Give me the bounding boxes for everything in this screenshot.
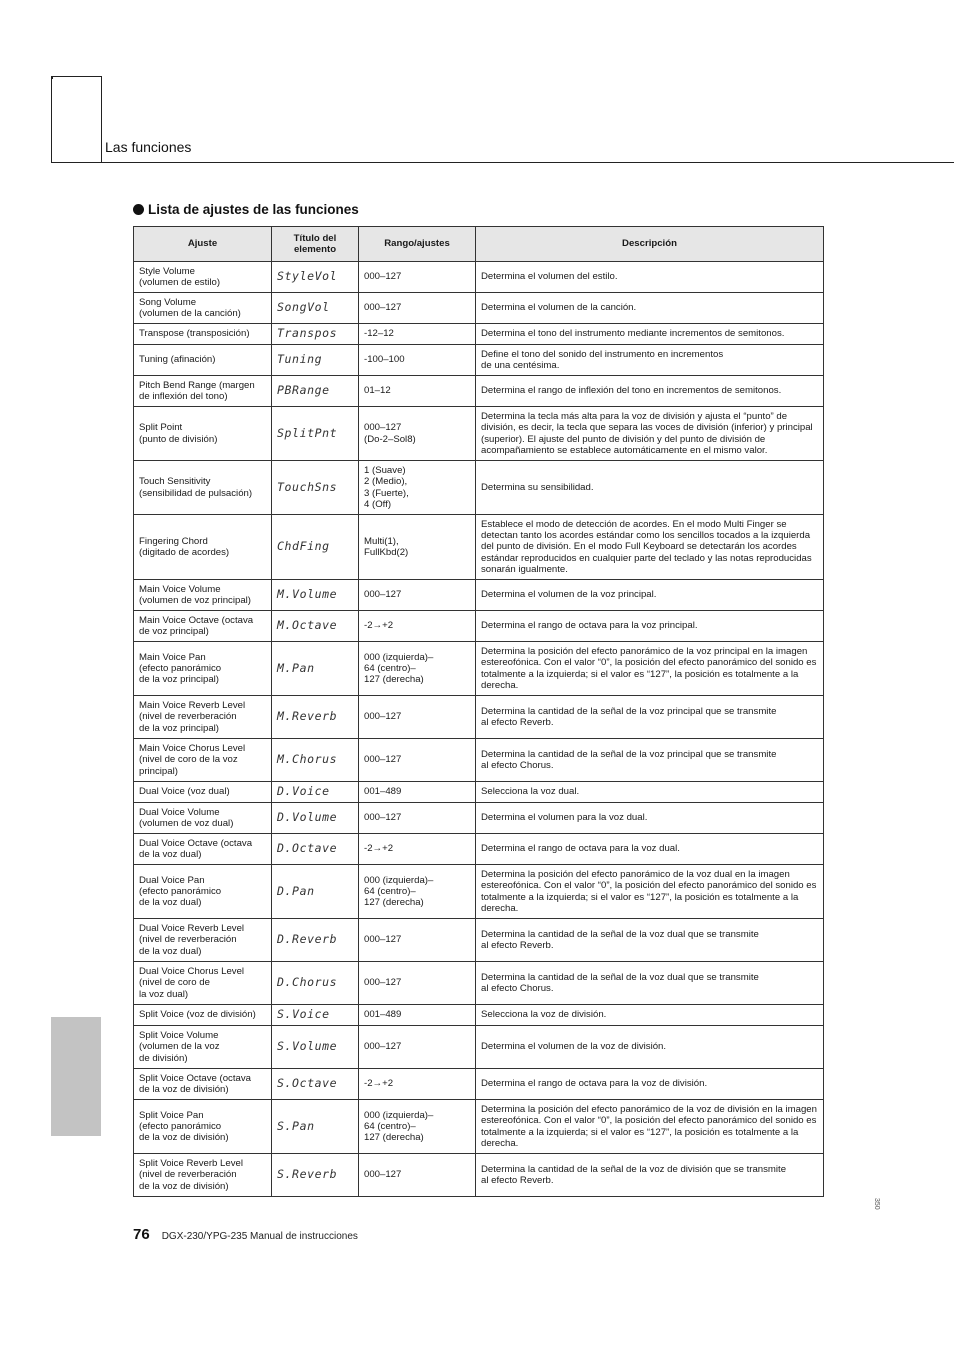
cell-ajuste: Main Voice Octave (octava de voz principal) (134, 611, 272, 642)
column-header-rango: Rango/ajustes (359, 227, 476, 262)
cell-display-title: M.Chorus (272, 739, 359, 782)
table-row (134, 803, 824, 834)
cell-display-title: M.Octave (272, 611, 359, 642)
cell-ajuste: Split Voice (voz de división) (134, 1005, 272, 1026)
cell-rango: 000–127 (Do-2–Sol8) (359, 407, 476, 461)
cell-display-title: D.Volume (272, 803, 359, 834)
cell-display-title: SongVol (272, 293, 359, 324)
table-row (134, 1026, 824, 1069)
table-row (134, 293, 824, 324)
table-row (134, 611, 824, 642)
header-rule (51, 162, 954, 163)
cell-rango: 001–489 (359, 782, 476, 803)
cell-descripcion: Determina el tono del instrumento mediante incrementos de semitonos. (476, 324, 824, 345)
cell-ajuste: Main Voice Volume (volumen de voz principal) (134, 580, 272, 611)
cell-display-title: TouchSns (272, 461, 359, 515)
cell-rango: 000 (izquierda)– 64 (centro)– 127 (derecha) (359, 1100, 476, 1154)
column-header-ajuste: Ajuste (134, 227, 272, 262)
table-row (134, 324, 824, 345)
cell-display-title: M.Volume (272, 580, 359, 611)
cell-descripcion: Determina el volumen de la canción. (476, 293, 824, 324)
manual-title: DGX-230/YPG-235 Manual de instrucciones (161, 1231, 358, 1242)
table-row (134, 345, 824, 376)
table-row (134, 1154, 824, 1197)
cell-descripcion: Determina el rango de octava para la voz principal. (476, 611, 824, 642)
cell-ajuste: Dual Voice Volume (volumen de voz dual) (134, 803, 272, 834)
cell-ajuste: Dual Voice Chorus Level (nivel de coro de la voz dual) (134, 962, 272, 1005)
table-row (134, 1005, 824, 1026)
cell-rango: 1 (Suave) 2 (Medio), 3 (Fuerte), 4 (Off) (359, 461, 476, 515)
table-body (134, 262, 824, 1197)
page-section-title: Las funciones (105, 139, 192, 155)
cell-ajuste: Split Voice Octave (octava de la voz de división) (134, 1069, 272, 1100)
cell-ajuste: Split Voice Reverb Level (nivel de reverberación de la voz de división) (134, 1154, 272, 1197)
cell-display-title: S.Octave (272, 1069, 359, 1100)
cell-descripcion: Determina la cantidad de la señal de la voz dual que se transmite al efecto Reverb. (476, 919, 824, 962)
cell-descripcion: Determina su sensibilidad. (476, 461, 824, 515)
cell-rango: -12–12 (359, 324, 476, 345)
cell-ajuste: Split Point (punto de división) (134, 407, 272, 461)
chapter-tab-frame (51, 76, 102, 162)
cell-display-title: PBRange (272, 376, 359, 407)
page-number: 76 (133, 1226, 150, 1243)
cell-ajuste: Song Volume (volumen de la canción) (134, 293, 272, 324)
cell-rango: 000–127 (359, 580, 476, 611)
table-row (134, 407, 824, 461)
cell-display-title: M.Reverb (272, 696, 359, 739)
table-row (134, 642, 824, 696)
cell-rango: -2→+2 (359, 834, 476, 865)
functions-table (133, 226, 824, 1197)
cell-display-title: S.Reverb (272, 1154, 359, 1197)
cell-ajuste: Main Voice Reverb Level (nivel de reverberación de la voz principal) (134, 696, 272, 739)
table-row (134, 834, 824, 865)
cell-ajuste: Main Voice Pan (efecto panorámico de la voz principal) (134, 642, 272, 696)
cell-ajuste: Split Voice Pan (efecto panorámico de la voz de división) (134, 1100, 272, 1154)
cell-rango: -100–100 (359, 345, 476, 376)
cell-descripcion: Determina la cantidad de la señal de la voz dual que se transmite al efecto Chorus. (476, 962, 824, 1005)
cell-display-title: ChdFing (272, 515, 359, 580)
cell-ajuste: Transpose (transposición) (134, 324, 272, 345)
cell-descripcion: Determina la posición del efecto panorámico de la voz principal en la imagen estereofónica. Con el valor “0”, la posición del efecto panorámico del sonido es totalmente a la izquierda; si el valor es “127”, la posición es totalmente a la derecha. (476, 642, 824, 696)
cell-rango: 000–127 (359, 696, 476, 739)
cell-descripcion: Determina el rango de inflexión del tono en incrementos de semitonos. (476, 376, 824, 407)
section-heading (133, 202, 359, 217)
column-header-titulo: Título del elemento (272, 227, 359, 262)
cell-ajuste: Dual Voice Pan (efecto panorámico de la voz dual) (134, 865, 272, 919)
cell-descripcion: Determina la cantidad de la señal de la voz de división que se transmite al efecto Reverb. (476, 1154, 824, 1197)
cell-descripcion: Establece el modo de detección de acordes. En el modo Multi Finger se detectan tanto los acordes estándar como los sencillos tocados a la izquierda del punto de división. En el modo Full Keyboard se detectarán los acordes estándar reproducidos en cualquier parte del teclado y las notas reproducidas sonarán igualmente. (476, 515, 824, 580)
cell-descripcion: Determina la cantidad de la señal de la voz principal que se transmite al efecto Reverb. (476, 696, 824, 739)
table-row (134, 962, 824, 1005)
cell-descripcion: Determina el rango de octava para la voz de división. (476, 1069, 824, 1100)
column-header-descripcion: Descripción (476, 227, 824, 262)
cell-display-title: D.Voice (272, 782, 359, 803)
section-heading-text: Lista de ajustes de las funciones (148, 202, 359, 217)
cell-ajuste: Style Volume (volumen de estilo) (134, 262, 272, 293)
table-row (134, 919, 824, 962)
cell-ajuste: Dual Voice (voz dual) (134, 782, 272, 803)
corner-mark (51, 76, 53, 79)
cell-ajuste: Tuning (afinación) (134, 345, 272, 376)
table-row (134, 1069, 824, 1100)
side-index-tab (51, 1017, 101, 1136)
cell-ajuste: Split Voice Volume (volumen de la voz de división) (134, 1026, 272, 1069)
cell-ajuste: Touch Sensitivity (sensibilidad de pulsación) (134, 461, 272, 515)
cell-rango: 000–127 (359, 739, 476, 782)
table-header-row (134, 227, 824, 262)
cell-rango: Multi(1), FullKbd(2) (359, 515, 476, 580)
side-code: 350 (873, 1198, 880, 1210)
cell-display-title: D.Chorus (272, 962, 359, 1005)
cell-ajuste: Main Voice Chorus Level (nivel de coro de la voz principal) (134, 739, 272, 782)
cell-rango: -2→+2 (359, 1069, 476, 1100)
cell-display-title: S.Pan (272, 1100, 359, 1154)
bullet-icon (133, 204, 144, 215)
cell-descripcion: Determina el volumen de la voz principal. (476, 580, 824, 611)
cell-descripcion: Determina la cantidad de la señal de la voz principal que se transmite al efecto Chorus. (476, 739, 824, 782)
cell-display-title: StyleVol (272, 262, 359, 293)
cell-descripcion: Determina el volumen de la voz de división. (476, 1026, 824, 1069)
table-row (134, 376, 824, 407)
cell-ajuste: Fingering Chord (digitado de acordes) (134, 515, 272, 580)
table-row (134, 696, 824, 739)
cell-display-title: S.Volume (272, 1026, 359, 1069)
cell-display-title: Tuning (272, 345, 359, 376)
page-footer (133, 1226, 358, 1243)
cell-rango: 000–127 (359, 803, 476, 834)
table-row (134, 865, 824, 919)
table-row (134, 515, 824, 580)
cell-rango: 000–127 (359, 919, 476, 962)
cell-ajuste: Dual Voice Octave (octava de la voz dual) (134, 834, 272, 865)
cell-display-title: SplitPnt (272, 407, 359, 461)
cell-display-title: Transpos (272, 324, 359, 345)
cell-rango: 000–127 (359, 293, 476, 324)
cell-rango: 01–12 (359, 376, 476, 407)
cell-rango: 000 (izquierda)– 64 (centro)– 127 (derecha) (359, 865, 476, 919)
cell-display-title: D.Octave (272, 834, 359, 865)
cell-descripcion: Selecciona la voz de división. (476, 1005, 824, 1026)
cell-descripcion: Determina la posición del efecto panorámico de la voz dual en la imagen estereofónica. Con el valor “0”, la posición del efecto panorámico del sonido es totalmente a la izquierda; si el valor es “127”, la posición es totalmente a la derecha. (476, 865, 824, 919)
cell-display-title: D.Reverb (272, 919, 359, 962)
cell-rango: 000–127 (359, 1154, 476, 1197)
table-row (134, 580, 824, 611)
table-row (134, 782, 824, 803)
cell-descripcion: Define el tono del sonido del instrumento en incrementos de una centésima. (476, 345, 824, 376)
cell-rango: 000 (izquierda)– 64 (centro)– 127 (derecha) (359, 642, 476, 696)
table-row (134, 739, 824, 782)
table-row (134, 262, 824, 293)
cell-descripcion: Determina la posición del efecto panorámico de la voz de división en la imagen estereofónica. Con el valor “0”, la posición del efecto panorámico del sonido es totalmente a la izquierda; si el valor es “127”, la posición es totalmente a la derecha. (476, 1100, 824, 1154)
cell-rango: 000–127 (359, 1026, 476, 1069)
cell-ajuste: Dual Voice Reverb Level (nivel de reverberación de la voz dual) (134, 919, 272, 962)
cell-descripcion: Selecciona la voz dual. (476, 782, 824, 803)
cell-descripcion: Determina el volumen para la voz dual. (476, 803, 824, 834)
cell-ajuste: Pitch Bend Range (margen de inflexión del tono) (134, 376, 272, 407)
cell-descripcion: Determina el rango de octava para la voz dual. (476, 834, 824, 865)
cell-descripcion: Determina la tecla más alta para la voz de división y ajusta el “punto” de división, es decir, la tecla que separa las voces de división (inferior) y principal (superior). El ajuste del punto de división y del punto de división de acompañamiento se establece automáticamente en el mismo valor. (476, 407, 824, 461)
cell-display-title: D.Pan (272, 865, 359, 919)
cell-rango: -2→+2 (359, 611, 476, 642)
table-row (134, 461, 824, 515)
table-row (134, 1100, 824, 1154)
cell-descripcion: Determina el volumen del estilo. (476, 262, 824, 293)
cell-display-title: M.Pan (272, 642, 359, 696)
cell-rango: 001–489 (359, 1005, 476, 1026)
cell-display-title: S.Voice (272, 1005, 359, 1026)
cell-rango: 000–127 (359, 262, 476, 293)
cell-rango: 000–127 (359, 962, 476, 1005)
